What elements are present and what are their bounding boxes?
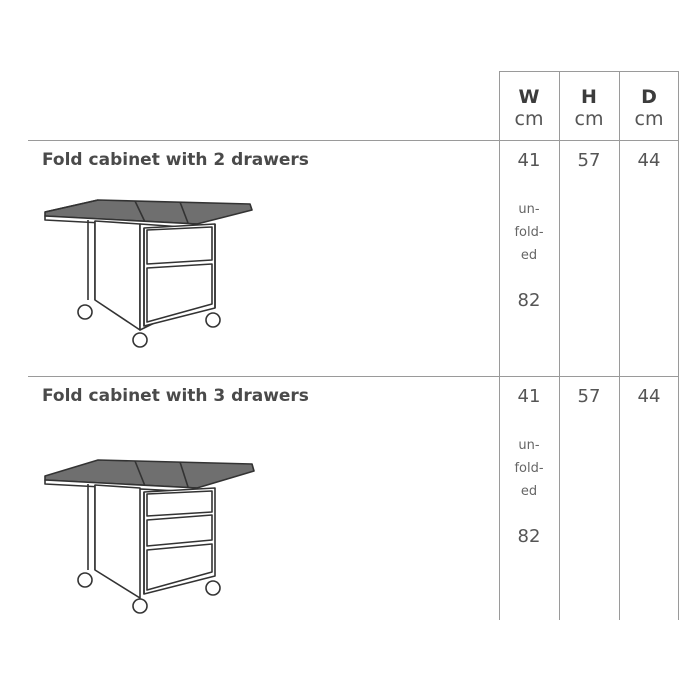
height-value: 57 xyxy=(577,386,601,407)
column-letter: D xyxy=(641,86,657,108)
product-title: Fold cabinet with 2 drawers xyxy=(42,150,309,170)
column-letter: H xyxy=(581,86,597,108)
column-unit: cm xyxy=(634,108,664,130)
product-title: Fold cabinet with 3 drawers xyxy=(42,386,309,406)
row-divider xyxy=(28,376,679,377)
table-top-line xyxy=(499,71,679,72)
column-header-depth xyxy=(620,86,678,130)
height-value: 57 xyxy=(577,150,601,171)
width-value: 41 xyxy=(517,386,541,407)
unfolded-label-line: fold- xyxy=(514,225,544,240)
unfolded-label-line: ed xyxy=(520,484,538,499)
header-divider xyxy=(28,140,679,141)
unfolded-width-value: 82 xyxy=(517,290,541,311)
unfolded-label xyxy=(500,198,558,267)
unfolded-width-value: 82 xyxy=(517,526,541,547)
unfolded-label-line: fold- xyxy=(514,461,544,476)
column-letter: W xyxy=(518,86,540,108)
column-unit: cm xyxy=(574,108,604,130)
depth-value: 44 xyxy=(637,150,661,171)
column-header-height xyxy=(560,86,618,130)
width-value: 41 xyxy=(517,150,541,171)
column-unit: cm xyxy=(514,108,544,130)
depth-value: 44 xyxy=(637,386,661,407)
fold-cabinet-3-drawers-illustration xyxy=(40,448,280,618)
fold-cabinet-2-drawers-illustration xyxy=(40,190,280,350)
column-divider xyxy=(678,71,679,620)
unfolded-label-line: un- xyxy=(518,438,540,453)
column-header-width xyxy=(500,86,558,130)
unfolded-label xyxy=(500,434,558,503)
unfolded-label-line: ed xyxy=(520,248,538,263)
unfolded-label-line: un- xyxy=(518,202,540,217)
